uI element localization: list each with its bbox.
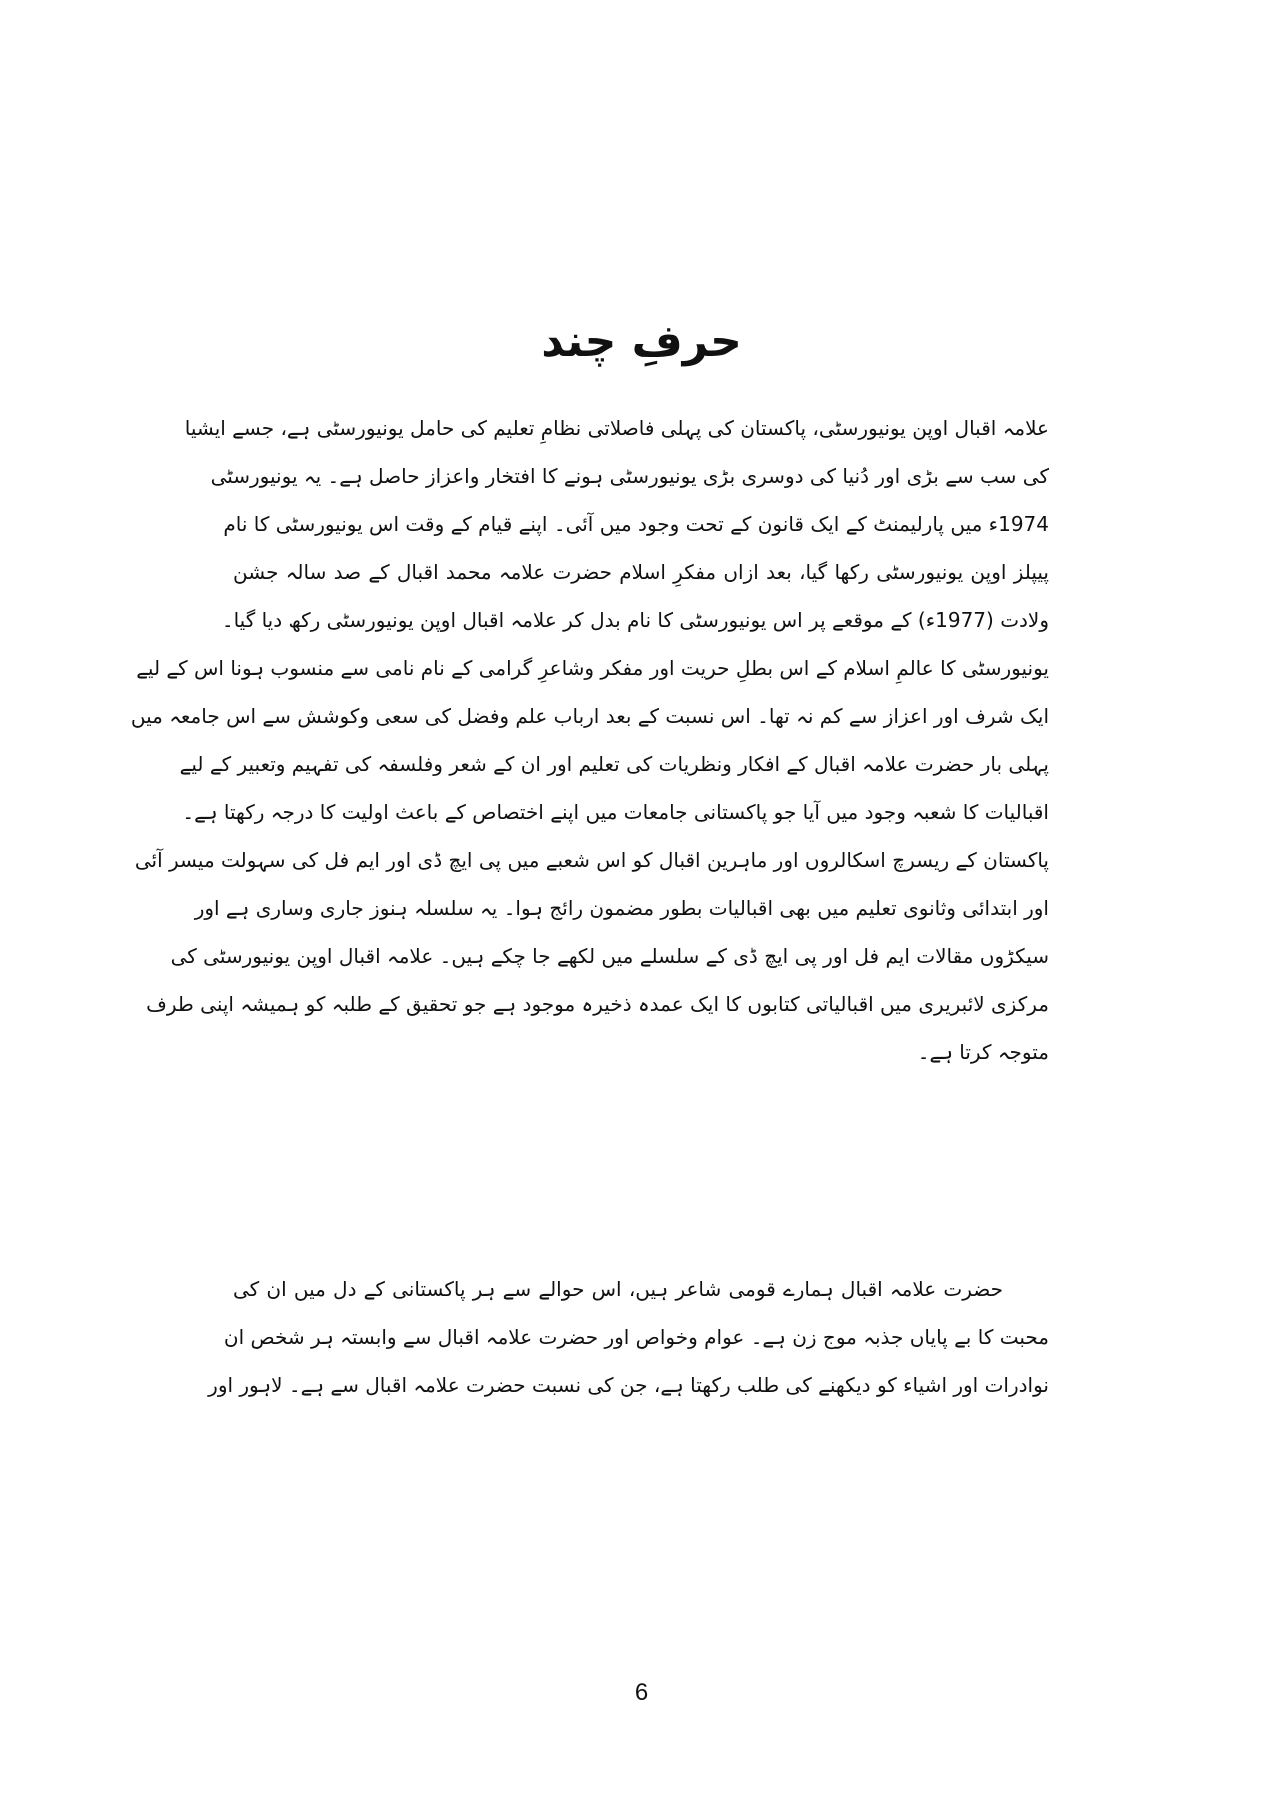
- page-title: حرفِ چند: [541, 316, 742, 367]
- text-line: 1974ء میں پارلیمنٹ کے ایک قانون کے تحت وجود میں آئی۔ اپنے قیام کے وقت اس یونیورسٹی کا نام: [223, 512, 1049, 536]
- text-line: کی سب سے بڑی اور دُنیا کی دوسری بڑی یونیورسٹی ہونے کا افتخار واعزاز حاصل ہے۔ یہ یونیورسٹی: [210, 464, 1049, 488]
- text-line: مرکزی لائبریری میں اقبالیاتی کتابوں کا ایک عمدہ ذخیرہ موجود ہے جو تحقیق کے طلبہ کو ہمیشہ اپنی طرف: [146, 992, 1049, 1016]
- text-line: اقبالیات کا شعبہ وجود میں آیا جو پاکستانی جامعات میں اپنے اختصاص کے باعث اولیت کا درجہ رکھتا ہے۔: [182, 800, 1049, 824]
- page-number: 6: [634, 1679, 649, 1706]
- text-line: پہلی بار حضرت علامہ اقبال کے افکار ونظریات کی تعلیم اور ان کے شعر وفلسفہ کی تفہیم وتعبیر کے لیے: [179, 752, 1049, 776]
- text-line: نوادرات اور اشیاء کو دیکھنے کی طلب رکھتا ہے، جن کی نسبت حضرت علامہ اقبال سے ہے۔ لاہور اور: [208, 1373, 1049, 1397]
- text-line: سیکڑوں مقالات ایم فل اور پی ایچ ڈی کے سلسلے میں لکھے جا چکے ہیں۔ علامہ اقبال اوپن یونیورسٹی کی: [170, 944, 1049, 968]
- text-line: ولادت (1977ء) کے موقعے پر اس یونیورسٹی کا نام بدل کر علامہ اقبال اوپن یونیورسٹی رکھ دیا گیا۔: [221, 608, 1049, 632]
- text-line: اور ابتدائی وثانوی تعلیم میں بھی اقبالیات بطور مضمون رائج ہوا۔ یہ سلسلہ ہنوز جاری وساری ہے اور: [194, 896, 1049, 920]
- text-line: ایک شرف اور اعزاز سے کم نہ تھا۔ اس نسبت کے بعد ارباب علم وفضل کی سعی وکوشش سے اس جامعہ میں: [130, 704, 1049, 728]
- text-line: محبت کا بے پایاں جذبہ موج زن ہے۔ عوام وخواص اور حضرت علامہ اقبال سے وابستہ ہر شخص ان: [223, 1325, 1049, 1349]
- text-line: علامہ اقبال اوپن یونیورسٹی، پاکستان کی پہلی فاصلاتی نظامِ تعلیم کی حامل یونیورسٹی ہے، جسے ایشیا: [184, 416, 1049, 440]
- text-line: پاکستان کے ریسرچ اسکالروں اور ماہرین اقبال کو اس شعبے میں پی ایچ ڈی اور ایم فل کی سہولت میسر آئی: [134, 848, 1049, 872]
- paragraph-1: [130, 404, 1049, 1076]
- text-line: حضرت علامہ اقبال ہمارے قومی شاعر ہیں، اس حوالے سے ہر پاکستانی کے دل میں ان کی: [233, 1277, 1003, 1301]
- text-line: متوجہ کرتا ہے۔: [917, 1040, 1049, 1064]
- paragraph-2: [208, 1265, 1049, 1409]
- text-line: یونیورسٹی کا عالمِ اسلام کے اس بطلِ حریت اور مفکر وشاعرِ گرامی کے نام نامی سے منسوب ہونا اس کے لیے: [136, 656, 1049, 680]
- text-line: پیپلز اوپن یونیورسٹی رکھا گیا، بعد ازاں مفکرِ اسلام حضرت علامہ محمد اقبال کے صد سالہ جشن: [233, 560, 1049, 584]
